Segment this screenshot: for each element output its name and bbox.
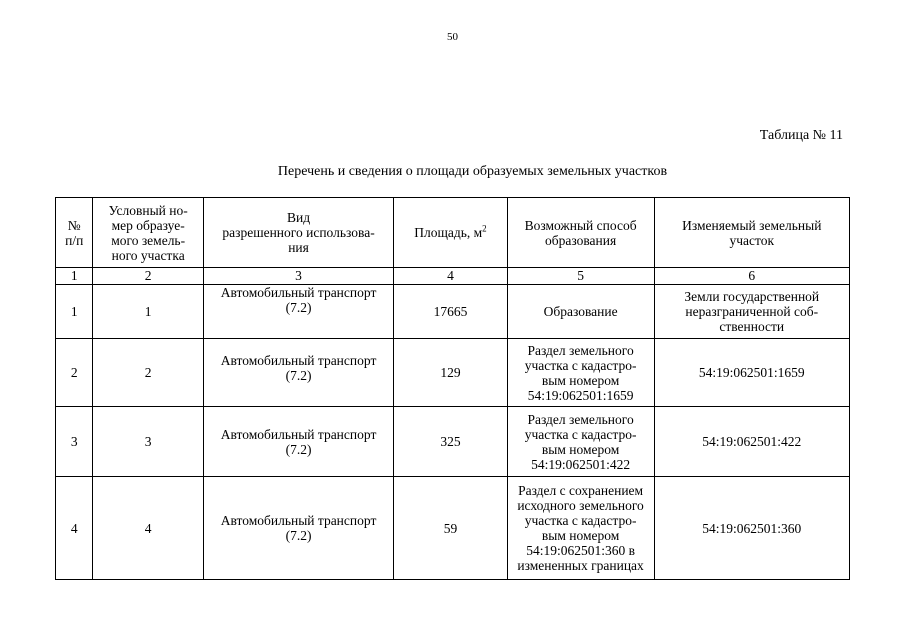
table-row	[56, 339, 850, 407]
column-index-row	[56, 268, 850, 285]
cell-changed-plot: 54:19:062501:422	[654, 407, 850, 477]
cell-area: 59	[394, 477, 507, 580]
cell-cond-number: 1	[93, 285, 203, 339]
cell-num: 1	[56, 285, 93, 339]
cell-num: 2	[56, 339, 93, 407]
table-label: Таблица № 11	[759, 128, 843, 143]
column-index: 6	[654, 268, 850, 285]
cell-usage: Автомобильный транспорт (7.2)	[203, 339, 393, 407]
header-cond-number: Условный но- мер образуе- мого земель- ного участка	[93, 198, 203, 268]
page-number: 50	[447, 31, 458, 43]
cell-cond-number: 4	[93, 477, 203, 580]
cell-cond-number: 3	[93, 407, 203, 477]
table-row	[56, 285, 850, 339]
column-index: 5	[507, 268, 654, 285]
cell-changed-plot: 54:19:062501:360	[654, 477, 850, 580]
cell-usage: Автомобильный транспорт (7.2)	[203, 285, 393, 339]
cell-area: 129	[394, 339, 507, 407]
cell-method: Образование	[507, 285, 654, 339]
header-method: Возможный способ образования	[507, 198, 654, 268]
table-row	[56, 477, 850, 580]
column-index: 3	[203, 268, 393, 285]
cell-method: Раздел земельного участка с кадастро- вым номером 54:19:062501:1659	[507, 339, 654, 407]
land-plots-table	[55, 197, 850, 580]
table-header-row	[56, 198, 850, 268]
cell-method: Раздел земельного участка с кадастро- вым номером 54:19:062501:422	[507, 407, 654, 477]
table-title: Перечень и сведения о площади образуемых земельных участков	[277, 164, 668, 179]
header-usage: Вид разрешенного использова- ния	[203, 198, 393, 268]
cell-usage: Автомобильный транспорт (7.2)	[203, 407, 393, 477]
table-row	[56, 407, 850, 477]
cell-changed-plot: Земли государственной неразграниченной соб- ственности	[654, 285, 850, 339]
column-index: 4	[394, 268, 507, 285]
cell-cond-number: 2	[93, 339, 203, 407]
cell-usage: Автомобильный транспорт (7.2)	[203, 477, 393, 580]
cell-changed-plot: 54:19:062501:1659	[654, 339, 850, 407]
column-index: 1	[56, 268, 93, 285]
header-num: № п/п	[56, 198, 93, 268]
cell-area: 17665	[394, 285, 507, 339]
header-changed-plot: Изменяемый земельный участок	[654, 198, 850, 268]
header-area: Площадь, $м^2$	[394, 198, 507, 268]
cell-area: 325	[394, 407, 507, 477]
column-index: 2	[93, 268, 203, 285]
cell-num: 4	[56, 477, 93, 580]
cell-method: Раздел с сохранением исходного земельного участка с кадастро- вым номером 54:19:062501:360 в измененных границах	[507, 477, 654, 580]
cell-num: 3	[56, 407, 93, 477]
